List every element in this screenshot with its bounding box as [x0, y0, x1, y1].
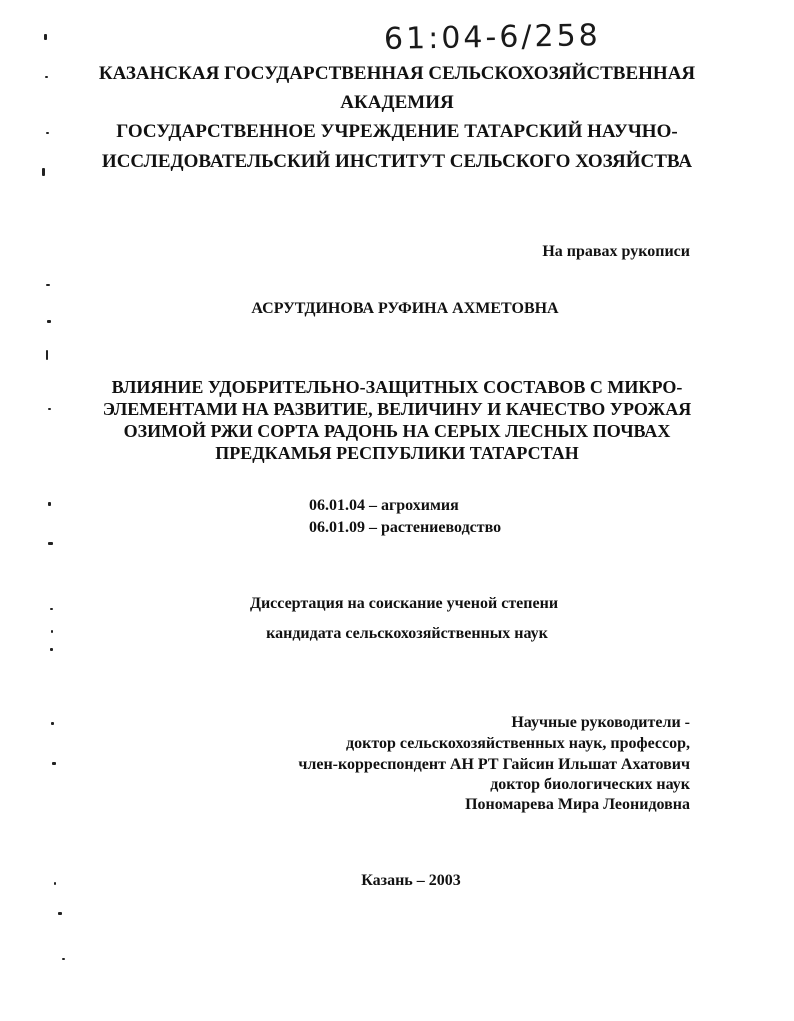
advisor-2-name: Пономарева Мира Леонидовна — [465, 796, 690, 813]
scan-speck — [52, 762, 56, 765]
scan-speck — [48, 542, 53, 545]
institution-line-3: ГОСУДАРСТВЕННОЕ УЧРЕЖДЕНИЕ ТАТАРСКИЙ НАУЧНО- — [116, 121, 678, 142]
scan-speck — [42, 168, 45, 176]
advisor-2-degree: доктор биологических наук — [490, 776, 690, 793]
scan-speck — [45, 76, 48, 78]
title-line-1: ВЛИЯНИЕ УДОБРИТЕЛЬНО-ЗАЩИТНЫХ СОСТАВОВ С МИКРО- — [111, 377, 683, 397]
scan-speck — [58, 912, 62, 915]
institution-line-4: ИССЛЕДОВАТЕЛЬСКИЙ ИНСТИТУТ СЕЛЬСКОГО ХОЗЯЙСТВА — [101, 151, 693, 172]
specialty-plant-growing: 06.01.09 – растениеводство — [309, 519, 502, 536]
advisor-1-degree: доктор сельскохозяйственных наук, профессор, — [346, 735, 690, 752]
scan-speck — [46, 284, 50, 286]
institution-line-1: КАЗАНСКАЯ ГОСУДАРСТВЕННАЯ СЕЛЬСКОХОЗЯЙСТВЕННАЯ — [98, 63, 696, 84]
title-line-2: ЭЛЕМЕНТАМИ НА РАЗВИТИЕ, ВЕЛИЧИНУ И КАЧЕСТВО УРОЖАЯ — [102, 399, 692, 419]
manuscript-note: На правах рукописи — [542, 243, 690, 260]
scan-speck — [47, 320, 51, 323]
handwritten-archive-code: 61:04-6/258 — [383, 18, 602, 57]
scan-speck — [46, 350, 48, 360]
title-line-4: ПРЕДКАМЬЯ РЕСПУБЛИКИ ТАТАРСТАН — [215, 443, 579, 463]
dissertation-line-1: Диссертация на соискание ученой степени — [249, 595, 559, 612]
scan-speck — [62, 958, 65, 960]
city-year: Казань – 2003 — [361, 872, 461, 889]
scan-speck — [44, 34, 47, 40]
dissertation-line-2: кандидата сельскохозяйственных наук — [266, 625, 548, 642]
institution-line-2: АКАДЕМИЯ — [340, 92, 454, 113]
scan-speck — [46, 132, 49, 134]
scan-speck — [50, 648, 53, 651]
title-line-3: ОЗИМОЙ РЖИ СОРТА РАДОНЬ НА СЕРЫХ ЛЕСНЫХ ПОЧВАХ — [123, 421, 671, 441]
author-name: АСРУТДИНОВА РУФИНА АХМЕТОВНА — [251, 300, 559, 317]
advisor-1-name: член-корреспондент АН РТ Гайсин Ильшат Ахатович — [298, 756, 690, 773]
specialty-agrochemistry: 06.01.04 – агрохимия — [309, 497, 459, 514]
scan-speck — [54, 882, 56, 885]
scan-speck — [48, 502, 51, 506]
scan-speck — [51, 722, 54, 725]
scan-speck — [50, 608, 53, 610]
advisors-heading: Научные руководители - — [511, 714, 690, 731]
scan-speck — [48, 408, 51, 410]
scan-speck — [51, 630, 53, 633]
